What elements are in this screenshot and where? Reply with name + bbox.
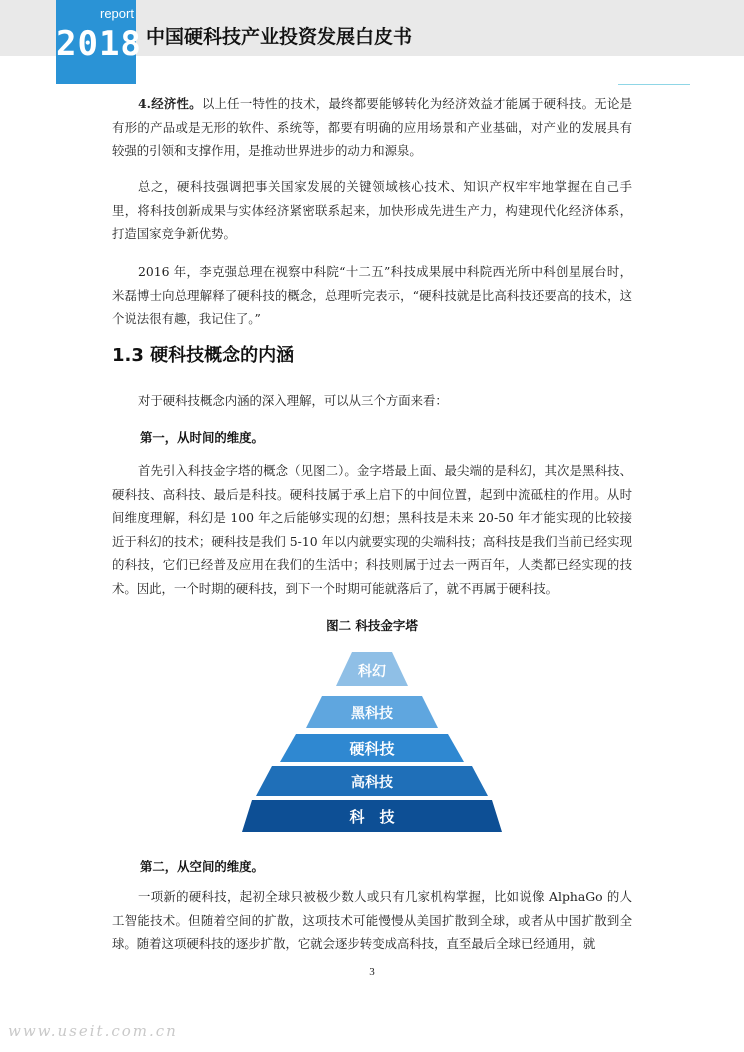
logo-year-text: 2018 xyxy=(56,24,142,64)
pyramid-level-2 xyxy=(306,696,438,728)
section-heading: 1.3 硬科技概念的内涵 xyxy=(112,345,295,366)
section-intro: 对于硬科技概念内涵的深入理解，可以从三个方面来看： xyxy=(138,393,448,408)
pyramid-label-3: 硬科技 xyxy=(349,740,395,758)
pyramid-level-3 xyxy=(280,734,464,762)
subheading-time: 第一，从时间的维度。 xyxy=(140,430,264,445)
paragraph-body: 以上任一特性的技术，最终都要能够转化为经济效益才能属于硬科技。无论是有形的产品或是无形的软件、系统等，都要有明确的应用场景和产业基础，对产业的发展具有较强的引领和支撑作用，是推动世界进步的动力和源泉。 xyxy=(112,96,632,158)
paragraph-time-dimension: 首先引入科技金字塔的概念（见图二）。金字塔最上面、最尖端的是科幻，其次是黑科技、硬科技、高科技、最后是科技。硬科技属于承上启下的中间位置，起到中流砥柱的作用。从时间维度理解，科幻是 100 年之后能够实现的幻想；黑科技是未来 20-50 年才能实现的比较接近于科幻的技术；硬科技是我们 5-10 年以内就要实现的尖端科技；高科技是我们当前已经实现的科技，它们已经普及应用在我们的生活中；科技则属于过去一两百年，人类都已经实现的技术。因此，一个时期的硬科技，到下一个时期可能就落后了，就不再属于硬科技。 xyxy=(112,463,632,596)
logo-report-text: report xyxy=(100,6,134,21)
figure-caption: 图二 科技金字塔 xyxy=(326,618,418,633)
pyramid-level-5 xyxy=(242,800,502,832)
document-title: 中国硬科技产业投资发展白皮书 xyxy=(146,26,413,48)
watermark: www.useit.com.cn xyxy=(8,1022,178,1040)
paragraph-lead: 4.经济性。 xyxy=(138,96,202,111)
page-number: 3 xyxy=(369,966,375,978)
header-rule xyxy=(618,84,690,85)
tech-pyramid-figure xyxy=(240,640,504,836)
pyramid-label-2: 黑科技 xyxy=(351,706,393,722)
paragraph-economy xyxy=(112,92,632,163)
paragraph-summary: 总之，硬科技强调把事关国家发展的关键领域核心技术、知识产权牢牢地掌握在自己手里，将科技创新成果与实体经济紧密联系起来，加快形成先进生产力，构建现代化经济体系，打造国家竞争新优势。 xyxy=(112,179,632,241)
subheading-space: 第二，从空间的维度。 xyxy=(140,859,264,874)
pyramid-label-4: 高科技 xyxy=(351,775,393,791)
pyramid-level-4 xyxy=(256,766,488,796)
paragraph-anecdote: 2016 年，李克强总理在视察中科院“十二五”科技成果展中科院西光所中科创星展台时，米磊博士向总理解释了硬科技的概念，总理听完表示，“硬科技就是比高科技还要高的技术，这个说法很有趣，我记住了。” xyxy=(112,264,632,326)
paragraph-space-dimension: 一项新的硬科技，起初全球只被极少数人或只有几家机构掌握，比如说像 AlphaGo 的人工智能技术。但随着空间的扩散，这项技术可能慢慢从美国扩散到全球，或者从中国扩散到全球。随着这项硬科技的逐步扩散，它就会逐步转变成高科技，直至最后全球已经通用，就 xyxy=(112,889,632,951)
pyramid-level-1 xyxy=(336,652,408,686)
pyramid-label-5: 科 技 xyxy=(349,808,395,826)
pyramid-label-1: 科幻 xyxy=(358,664,386,680)
